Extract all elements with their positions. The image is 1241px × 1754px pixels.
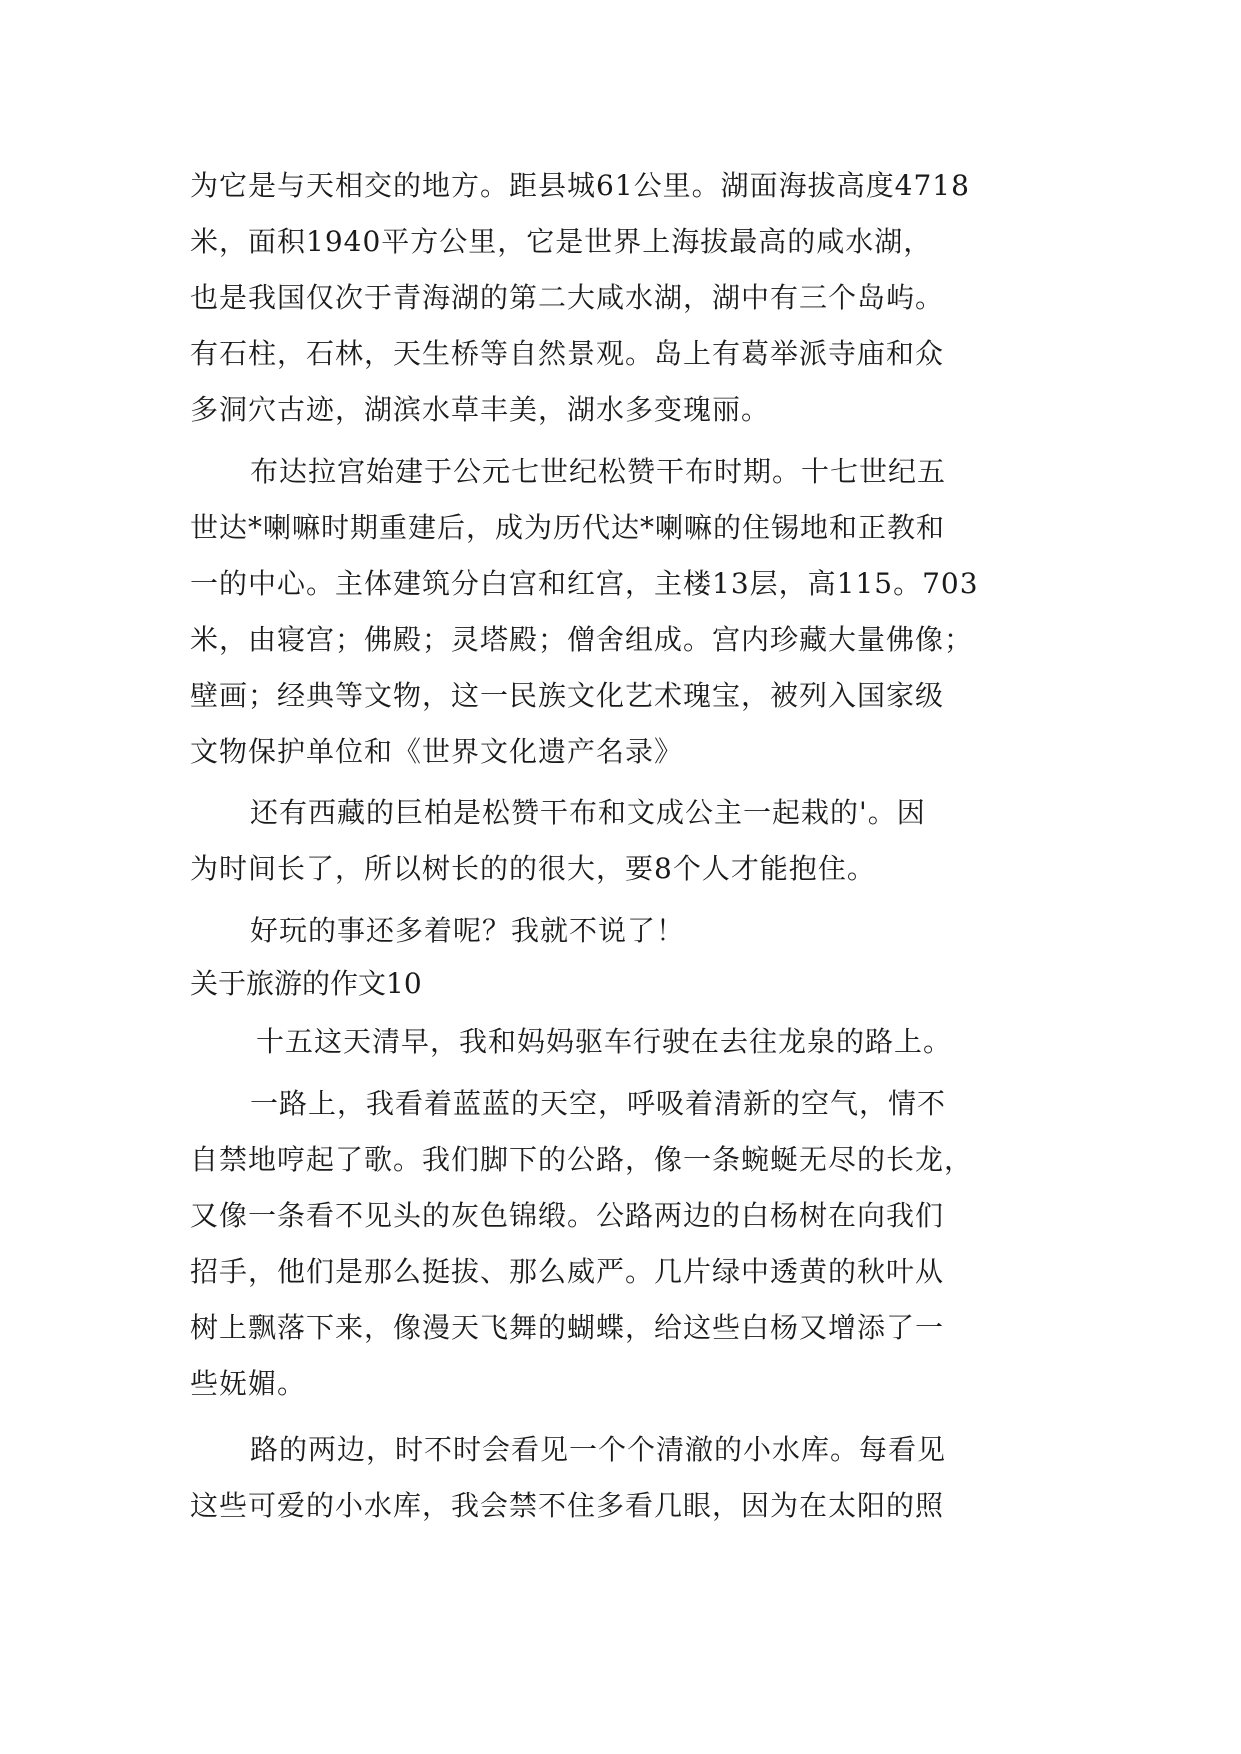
text-line: 壁画；经典等文物，这一民族文化艺术瑰宝，被列入国家级 xyxy=(190,679,945,712)
text-line: 招手，他们是那么挺拔、那么威严。几片绿中透黄的秋叶从 xyxy=(190,1255,945,1288)
text-line: 文物保护单位和《世界文化遗产名录》 xyxy=(190,735,684,768)
paragraph-start-line: 还有西藏的巨柏是松赞干布和文成公主一起栽的'。因 xyxy=(250,796,926,829)
text-line: 有石柱，石林，天生桥等自然景观。岛上有葛举派寺庙和众 xyxy=(190,337,945,370)
text-line: 这些可爱的小水库，我会禁不住多看几眼，因为在太阳的照 xyxy=(190,1489,945,1522)
paragraph-start-line: 一路上，我看着蓝蓝的天空，呼吸着清新的空气，情不 xyxy=(250,1087,947,1120)
paragraph-start-line: 十五这天清早，我和妈妈驱车行驶在去往龙泉的路上。 xyxy=(256,1025,953,1058)
paragraph-start-line: 好玩的事还多着呢？我就不说了！ xyxy=(250,914,686,947)
text-line: 为时间长了，所以树长的的很大，要8个人才能抱住。 xyxy=(190,852,876,885)
text-line: 又像一条看不见头的灰色锦缎。公路两边的白杨树在向我们 xyxy=(190,1199,945,1232)
text-line: 树上飘落下来，像漫天飞舞的蝴蝶，给这些白杨又增添了一 xyxy=(190,1311,945,1344)
text-line: 米，面积1940平方公里，它是世界上海拔最高的咸水湖， xyxy=(190,225,933,258)
text-line: 些妩媚。 xyxy=(190,1367,307,1400)
section-heading: 关于旅游的作文10 xyxy=(190,967,422,1000)
text-line: 世达*喇嘛时期重建后，成为历代达*喇嘛的住锡地和正教和 xyxy=(190,511,946,544)
paragraph-start-line: 布达拉宫始建于公元七世纪松赞干布时期。十七世纪五 xyxy=(250,455,947,488)
text-line: 米，由寝宫；佛殿；灵塔殿；僧舍组成。宫内珍藏大量佛像； xyxy=(190,623,974,656)
text-line: 也是我国仅次于青海湖的第二大咸水湖，湖中有三个岛屿。 xyxy=(190,281,945,314)
text-line: 为它是与天相交的地方。距县城61公里。湖面海拔高度4718 xyxy=(190,169,970,202)
paragraph-start-line: 路的两边，时不时会看见一个个清澈的小水库。每看见 xyxy=(250,1433,947,1466)
text-line: 多洞穴古迹，湖滨水草丰美，湖水多变瑰丽。 xyxy=(190,393,771,426)
text-line: 一的中心。主体建筑分白宫和红宫，主楼13层，高115。703 xyxy=(190,567,979,600)
text-line: 自禁地哼起了歌。我们脚下的公路，像一条蜿蜒无尽的长龙， xyxy=(190,1143,974,1176)
